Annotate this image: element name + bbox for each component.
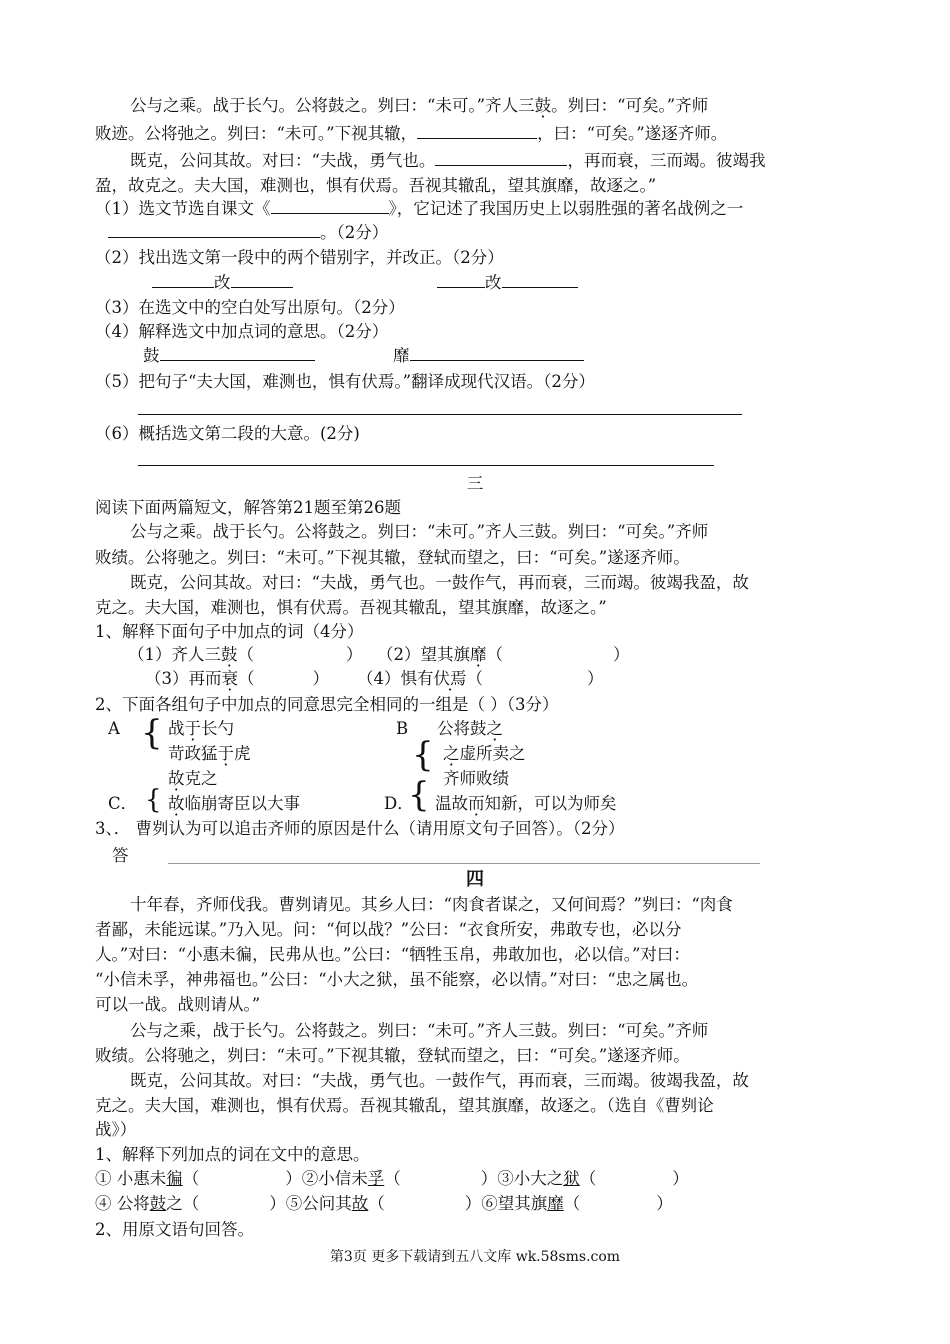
dotted-word: 故 xyxy=(168,794,185,813)
question-2: （2）找出选文第一段中的两个错别字，并改正。（2分） xyxy=(95,248,504,267)
option-b-line-1: 公将鼓之 xyxy=(437,719,503,738)
question-1: 1、解释下面句子中加点的词（4分） xyxy=(95,622,364,641)
answer-label: 答 xyxy=(112,846,129,865)
question-3: （3）在选文中的空白处写出原句。（2分） xyxy=(95,298,405,317)
section-heading: 四 xyxy=(466,869,484,890)
option-a-label: A xyxy=(108,719,120,738)
brace-icon: { xyxy=(412,735,434,775)
answer-blank[interactable] xyxy=(231,273,293,288)
answer-line[interactable] xyxy=(138,414,742,415)
passage-line: 者鄙，未能远谋。”乃入见。问：“何以战？”公曰：“衣食所安，弗敢专也，必以分 xyxy=(95,920,682,939)
underlined-word: 故 xyxy=(351,1194,369,1213)
correction-line: 改 xyxy=(152,272,293,294)
option-c-label: C． xyxy=(108,794,138,813)
dotted-word: 于 xyxy=(217,744,234,763)
section-heading: 三 xyxy=(466,474,484,493)
answer-blank[interactable] xyxy=(435,151,567,166)
underlined-word: 孚 xyxy=(367,1169,385,1188)
passage-line: 既克，公问其故。对曰：“夫战，勇气也。 ，再而衰，三而竭。彼竭我 xyxy=(130,151,766,170)
passage-line: 公与之乘，战于长勺。公将鼓之。刿曰：“未可。”齐人三鼓。刿曰：“可矣。”齐师 xyxy=(130,1021,709,1040)
passage-line: 战》） xyxy=(95,1120,137,1139)
sub-question: （3）再而衰（ ） xyxy=(145,669,329,688)
answer-blank[interactable] xyxy=(271,199,389,214)
option-b-line-2: 之虚所卖之 xyxy=(443,744,526,763)
option-c-line-1: 故克之 xyxy=(168,769,218,788)
passage-line: “小信未孚，神弗福也。”公曰：“小大之狱，虽不能察，必以情。”对曰：“忠之属也。 xyxy=(95,970,699,989)
word-line: 靡 xyxy=(393,345,584,367)
option-d-label: D． xyxy=(384,794,414,813)
answer-blank[interactable] xyxy=(152,273,214,288)
option-d-line: 温故而知新，可以为师矣 xyxy=(435,794,617,813)
dotted-word: 而 xyxy=(468,794,485,813)
answer-blank[interactable] xyxy=(417,124,537,139)
dotted-word: 之 xyxy=(486,719,503,738)
dotted-word: 于 xyxy=(184,719,201,738)
answer-blank[interactable] xyxy=(410,346,584,361)
option-c-line-2: 故临崩寄臣以大事 xyxy=(168,794,300,813)
passage-line: 既克，公问其故。对曰：“夫战，勇气也。一鼓作气，再而衰，三而竭。彼竭我盈，故 xyxy=(130,573,749,592)
passage-line: 败绩。公将驰之，刿曰：“未可。”下视其辙，登轼而望之，曰：“可矣。”遂逐齐师。 xyxy=(95,1046,690,1065)
answer-blank[interactable] xyxy=(502,273,578,288)
underlined-word: 鼓 xyxy=(149,1194,167,1213)
dotted-word: 伏焉 xyxy=(433,669,467,688)
dotted-word: 之 xyxy=(443,744,460,763)
answer-line[interactable] xyxy=(168,863,760,864)
instructions: 阅读下面两篇短文，解答第21题至第26题 xyxy=(95,498,401,517)
dotted-word: 衰 xyxy=(221,669,238,688)
question-1: （1）选文节选自课文《 》，它记述了我国历史上以弱胜强的著名战例之一 xyxy=(95,199,744,218)
answer-blank[interactable] xyxy=(160,346,315,361)
brace-icon: { xyxy=(408,775,430,815)
answer-blank[interactable] xyxy=(108,223,320,238)
passage-line: 十年春，齐师伐我。曹刿请见。其乡人曰：“肉食者谋之，又何间焉？”刿曰：“肉食 xyxy=(130,895,733,914)
option-b-line-3: 齐师败绩 xyxy=(443,769,509,788)
question-6: （6）概括选文第二段的大意。(2分) xyxy=(95,424,360,443)
option-a-line-2: 苛政猛于虎 xyxy=(168,744,251,763)
word-line: 鼓 xyxy=(143,345,315,367)
question-4: （4）解释选文中加点词的意思。（2分） xyxy=(95,322,389,341)
passage-line: 人。”对曰：“小惠未徧，民弗从也。”公曰：“牺牲玉帛，弗敢加也，必以信。”对曰： xyxy=(95,945,690,964)
passage-line: 公与之乘。战于长勺。公将鼓之。刿曰：“未可。”齐人三鼓。刿曰：“可矣。”齐师 xyxy=(130,96,709,115)
brace-icon: { xyxy=(145,785,162,815)
question-3: 3、． 曹刿认为可以追击齐师的原因是什么（请用原文句子回答）。（2分） xyxy=(95,819,625,838)
sub-question: （2）望其旗靡（ ） xyxy=(377,645,630,664)
question-2: 2、下面各组句子中加点的同意思完全相同的一组是（ ）（3分） xyxy=(95,695,559,714)
correction-line: 改 xyxy=(437,272,578,294)
dotted-word: 鼓 xyxy=(221,645,238,664)
dotted-word: 靡 xyxy=(470,645,487,664)
passage-line: 盈，故克之。夫大国，难测也，惧有伏焉。吾视其辙乱，望其旗靡，故逐之。” xyxy=(95,176,657,195)
sub-question: （4）惧有伏焉（ ） xyxy=(357,669,604,688)
question-1-cont: 。（2分） xyxy=(108,222,388,244)
dotted-word: 故 xyxy=(168,769,185,788)
vocab-row: ① 小惠未徧（ ）②小信未孚（ ）③小大之狱（ ） xyxy=(95,1169,689,1188)
passage-line: 可以一战。战则请从。” xyxy=(95,995,261,1014)
page-footer: 第3页 更多下载请到五八文库 wk.58sms.com xyxy=(329,1249,621,1265)
brace-icon: { xyxy=(141,713,163,753)
dotted-word: 鼓 xyxy=(534,96,552,115)
question-1: 1、解释下列加点的词在文中的意思。 xyxy=(95,1145,370,1164)
passage-line: 公与之乘。战于长勺。公将鼓之。刿曰：“未可。”齐人三鼓。刿曰：“可矣。”齐师 xyxy=(130,522,709,541)
question-2: 2、用原文语句回答。 xyxy=(95,1220,254,1239)
sub-question: （1）齐人三鼓（ ） xyxy=(128,645,363,664)
vocab-row: ④ 公将鼓之（ ）⑤公问其故（ ）⑥望其旗靡（ ） xyxy=(95,1194,673,1213)
passage-line: 克之。夫大国，难测也，惧有伏焉。吾视其辙乱，望其旗靡，故逐之。” xyxy=(95,598,607,617)
underlined-word: 狱 xyxy=(563,1169,580,1188)
question-5: （5）把句子“夫大国，难测也，惧有伏焉。”翻译成现代汉语。（2分） xyxy=(95,372,595,391)
underlined-word: 徧 xyxy=(166,1169,183,1188)
option-b-label: B xyxy=(396,719,409,738)
underlined-word: 靡 xyxy=(547,1194,564,1213)
passage-line: 败绩。公将驰之。刿曰：“未可。”下视其辙，登轼而望之，曰：“可矣。”遂逐齐师。 xyxy=(95,548,690,567)
passage-line: 既克，公问其故。对曰：“夫战，勇气也。一鼓作气，再而衰，三而竭。彼竭我盈，故 xyxy=(130,1071,749,1090)
passage-line: 克之。夫大国，难测也，惧有伏焉。吾视其辙乱，望其旗靡，故逐之。（选自《曹刿论 xyxy=(95,1096,714,1115)
option-a-line-1: 战于长勺 xyxy=(168,719,234,738)
answer-blank[interactable] xyxy=(437,273,485,288)
passage-line: 败迹。公将弛之。刿曰：“未可。”下视其辙， ，曰：“可矣。”遂逐齐师。 xyxy=(95,124,728,143)
answer-line[interactable] xyxy=(138,465,714,466)
